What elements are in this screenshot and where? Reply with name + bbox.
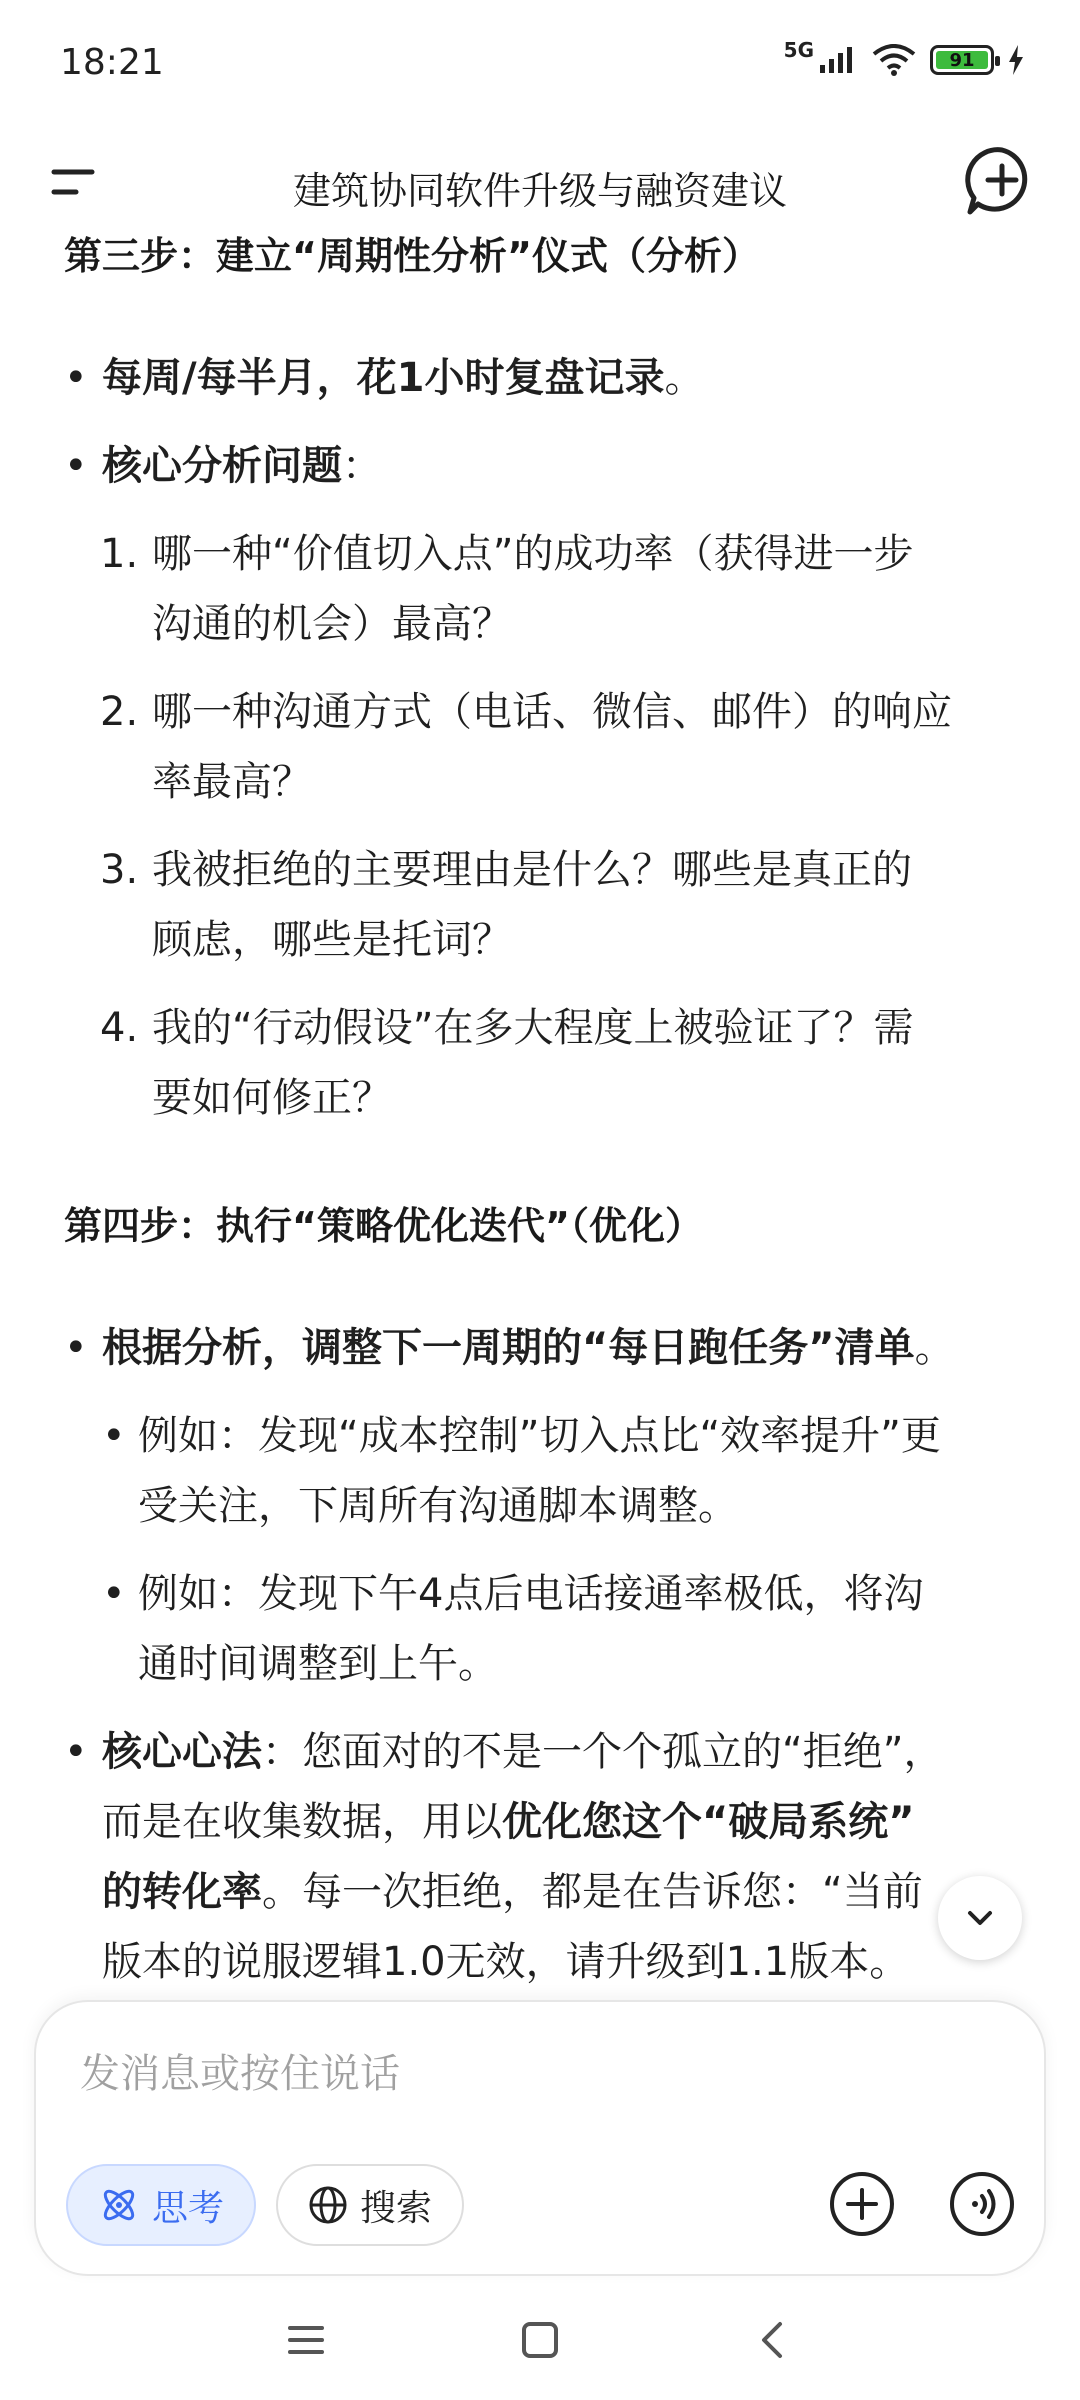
think-label: 思考: [152, 2187, 225, 2229]
list-text: 而是在收集数据，用以: [102, 1799, 502, 1845]
list-text: 受关注，下周所有沟通脚本调整。: [138, 1483, 738, 1529]
list-item: [100, 835, 1040, 975]
list-item: [64, 343, 1040, 413]
list-text: 率最高？: [152, 759, 312, 805]
core-label: 核心心法: [102, 1729, 262, 1775]
status-bar: [0, 0, 1080, 130]
bullet-text: 根据分析，调整下一周期的“每日跑任务”清单: [102, 1325, 915, 1371]
bullet-text-end: ：: [342, 443, 382, 489]
list-text: 哪一种沟通方式（电话、微信、邮件）的响应: [152, 689, 952, 735]
system-nav-bar: [0, 2280, 1080, 2400]
list-number: 2.: [100, 689, 139, 735]
list-item: [100, 519, 1040, 659]
list-number: 4.: [100, 1005, 139, 1051]
sub-list-item: [102, 1401, 1040, 1541]
message-input[interactable]: 发消息或按住说话: [80, 2051, 400, 2097]
message-composer: [34, 2000, 1046, 2276]
bullet-dot: •: [64, 355, 88, 401]
list-item: [100, 677, 1040, 817]
message-content: [0, 205, 1080, 1995]
list-text: 我被拒绝的主要理由是什么？哪些是真正的: [152, 847, 912, 893]
think-toggle-button[interactable]: [66, 2164, 256, 2246]
bullet-dot: •: [64, 443, 88, 489]
charging-icon: [1008, 45, 1024, 75]
list-text: 例如：发现“成本控制”切入点比“效率提升”更: [138, 1413, 941, 1459]
list-text: 沟通的机会）最高？: [152, 601, 512, 647]
list-number: 3.: [100, 847, 139, 893]
status-time: 18:21: [60, 42, 164, 83]
list-item: [100, 993, 1040, 1133]
battery-level: 91: [936, 51, 988, 69]
list-item: [64, 1717, 1040, 1995]
scroll-to-bottom-button[interactable]: [938, 1876, 1022, 1960]
back-icon[interactable]: [744, 2310, 804, 2370]
search-label: 搜索: [360, 2187, 433, 2229]
list-text: 通时间调整到上午。: [138, 1641, 498, 1687]
list-text: 例如：发现下午4点后电话接通率极低，将沟: [138, 1571, 924, 1617]
list-text: 。每一次拒绝，都是在告诉您：“当前: [262, 1869, 923, 1915]
signal-icon: [818, 45, 858, 75]
bullet-text: 每周/每半月，花1小时复盘记录: [102, 355, 665, 401]
status-icons: [783, 38, 1024, 76]
bullet-text: 核心分析问题: [102, 443, 342, 489]
list-text: 哪一种“价值切入点”的成功率（获得进一步: [152, 531, 914, 577]
list-text: 要如何修正？: [152, 1075, 392, 1121]
add-attachment-icon[interactable]: [828, 2170, 896, 2238]
conversation-title[interactable]: 建筑协同软件升级与融资建议: [292, 169, 787, 213]
list-text: 我的“行动假设”在多大程度上被验证了？需: [152, 1005, 914, 1051]
list-item: [64, 1313, 1040, 1383]
atom-icon: [98, 2184, 140, 2226]
bullet-dot: •: [102, 1571, 126, 1617]
search-toggle-button[interactable]: [276, 2164, 464, 2246]
chevron-down-icon: [962, 1900, 998, 1936]
wifi-icon: [872, 44, 916, 76]
sub-list-item: [102, 1559, 1040, 1699]
list-item: [64, 431, 1040, 501]
list-text: 版本的说服逻辑1.0无效，请升级到1.1版本。: [102, 1939, 910, 1985]
network-type: 5G: [783, 38, 814, 62]
bullet-text-end: 。: [664, 355, 705, 401]
home-icon[interactable]: [510, 2310, 570, 2370]
bullet-text-end: 。: [914, 1325, 955, 1371]
list-text: 顾虑，哪些是托词？: [152, 917, 512, 963]
recent-apps-icon[interactable]: [276, 2310, 336, 2370]
battery-icon: [930, 45, 994, 75]
step3-heading: 第三步：建立“周期性分析”仪式（分析）: [64, 234, 760, 278]
bullet-dot: •: [102, 1413, 126, 1459]
list-number: 1.: [100, 531, 139, 577]
bullet-dot: •: [64, 1729, 88, 1775]
list-text: ：您面对的不是一个个孤立的“拒绝”，: [262, 1729, 944, 1775]
bullet-dot: •: [64, 1325, 88, 1371]
globe-icon: [308, 2185, 348, 2225]
list-text-bold: 的转化率: [102, 1869, 262, 1915]
step4-heading: 第四步：执行“策略优化迭代”（优化）: [64, 1204, 703, 1248]
voice-call-icon[interactable]: [948, 2170, 1016, 2238]
list-text-bold: 优化您这个“破局系统”: [502, 1799, 915, 1845]
